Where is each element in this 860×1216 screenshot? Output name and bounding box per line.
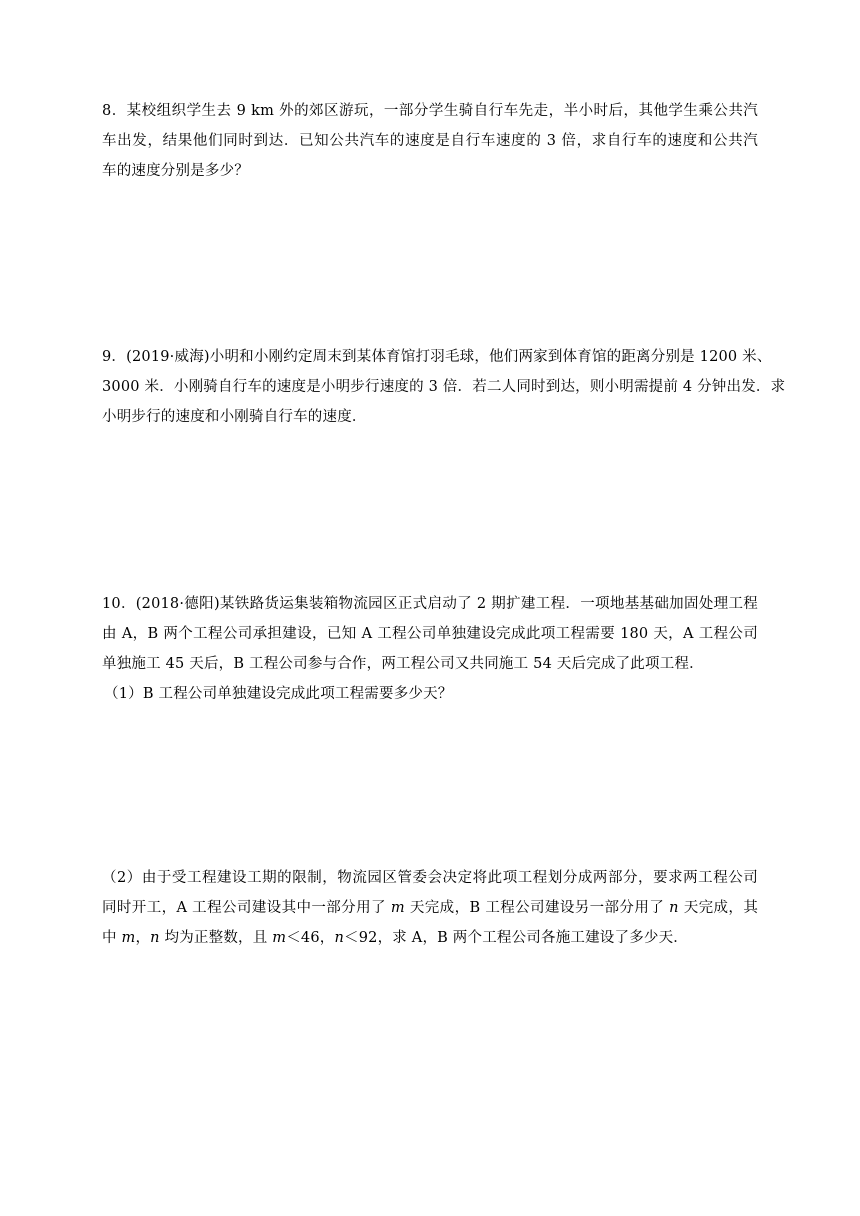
variable-m: m: [272, 930, 287, 946]
text-segment: ＜92，求 A，B 两个工程公司各施工建设了多少天．: [344, 930, 689, 946]
variable-m: m: [390, 900, 405, 916]
text-segment: ，: [135, 930, 151, 946]
text-segment: 中: [102, 930, 122, 946]
question-8-line-2: 车出发，结果他们同时到达．已知公共汽车的速度是自行车速度的 3 倍，求自行车的速度和公共汽: [102, 133, 758, 149]
question-10-part-2-line-3: [102, 928, 688, 948]
text-segment: 同时开工，A 工程公司建设其中一部分用了: [102, 900, 391, 916]
text-segment: 天完成，其: [678, 900, 759, 916]
variable-m: m: [121, 930, 136, 946]
variable-n: n: [334, 930, 345, 946]
text-segment: 均为正整数，且: [159, 930, 273, 946]
question-10-line-3: 单独施工 45 天后，B 工程公司参与合作，两工程公司又共同施工 54 天后完成了此项工程．: [102, 656, 704, 672]
question-10-part-2-line-1: （2）由于受工程建设工期的限制，物流园区管委会决定将此项工程划分成两部分，要求两工程公司: [102, 870, 758, 886]
question-9-line-1: 9．(2019·威海)小明和小刚约定周末到某体育馆打羽毛球，他们两家到体育馆的距离分别是 1200 米、: [102, 349, 772, 365]
question-8-line-1: 8．某校组织学生去 9 km 外的郊区游玩，一部分学生骑自行车先走，半小时后，其他学生乘公共汽: [102, 103, 758, 119]
question-10-line-2: 由 A，B 两个工程公司承担建设，已知 A 工程公司单独建设完成此项工程需要 180 天，A 工程公司: [102, 626, 758, 642]
question-8-line-3: 车的速度分别是多少？: [102, 163, 249, 179]
variable-n: n: [150, 930, 160, 946]
text-segment: 天完成，B 工程公司建设另一部分用了: [404, 900, 670, 916]
question-10-part-1: （1）B 工程公司单独建设完成此项工程需要多少天？: [104, 686, 453, 702]
variable-n: n: [669, 900, 679, 916]
question-10-part-2-line-2: [102, 898, 758, 918]
text-segment: ＜46，: [286, 930, 335, 946]
question-10-line-1: 10．(2018·德阳)某铁路货运集装箱物流园区正式启动了 2 期扩建工程．一项地基基础加固处理工程: [102, 596, 758, 612]
question-9-line-3: 小明步行的速度和小刚骑自行车的速度．: [102, 409, 367, 425]
question-9-line-2: 3000 米．小刚骑自行车的速度是小明步行速度的 3 倍．若二人同时到达，则小明需提前 4 分钟出发．求: [102, 379, 786, 395]
